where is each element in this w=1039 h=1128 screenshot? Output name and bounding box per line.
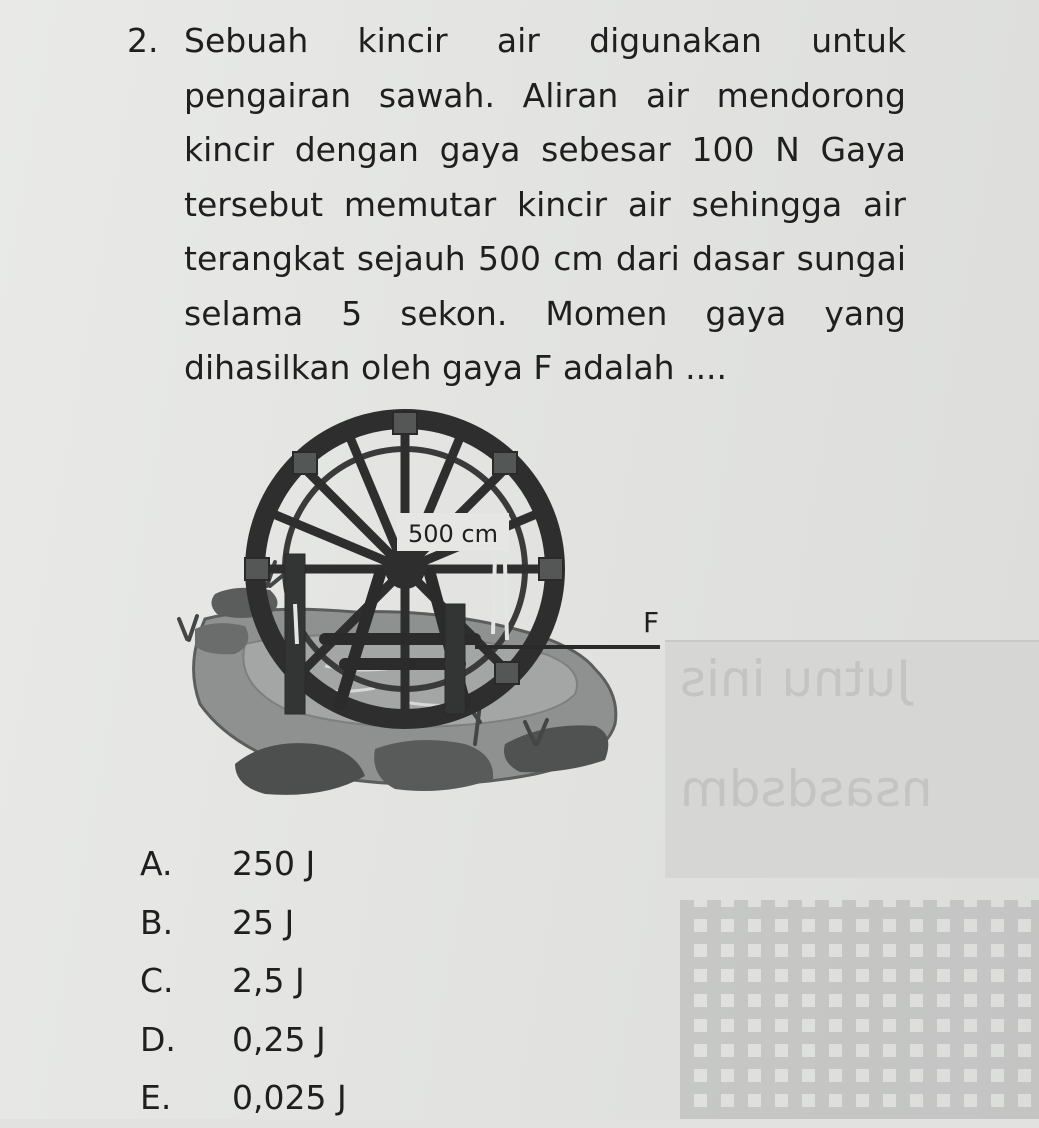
option-value: 0,025 J <box>232 1078 347 1117</box>
option-letter: A. <box>140 844 173 883</box>
bleed-through-text: Jutnu inis <box>680 650 911 708</box>
answer-options <box>140 835 347 1128</box>
rock <box>195 623 248 654</box>
question-line: Sebuah kincir air digunakan untuk <box>184 21 906 60</box>
option-value: 250 J <box>232 844 316 883</box>
question-line: selama 5 sekon. Momen gaya yang <box>184 293 906 333</box>
question-line: dihasilkan oleh gaya F adalah .... <box>184 348 728 387</box>
option-value: 0,25 J <box>232 1019 326 1059</box>
question-number: 2. <box>127 21 159 60</box>
option-letter: C. <box>140 961 174 1000</box>
answer-option[interactable] <box>140 1011 347 1070</box>
distance-label: 500 cm <box>407 520 499 548</box>
option-letter: E. <box>140 1078 172 1117</box>
answer-option[interactable] <box>140 835 347 894</box>
bleed-through-qr-code <box>680 900 1039 1119</box>
option-letter: B. <box>140 902 174 942</box>
question-line: pengairan sawah. Aliran air mendorong <box>184 75 906 115</box>
question-line: tersebut memutar kincir air sehingga air <box>184 184 906 224</box>
force-label: F <box>642 606 660 639</box>
bleed-through-text: nsasdsdm <box>680 760 933 818</box>
question-line: terangkat sejauh 500 cm dari dasar sungai <box>184 239 906 278</box>
answer-option[interactable] <box>140 952 347 1011</box>
option-value: 25 J <box>232 902 295 942</box>
option-value: 2,5 J <box>232 961 305 1000</box>
answer-option[interactable] <box>140 894 347 953</box>
question-text <box>184 14 906 396</box>
question-line: kincir dengan gaya sebesar 100 N Gaya <box>184 130 906 169</box>
water-wheel-illustration <box>175 404 675 814</box>
option-letter: D. <box>140 1019 176 1059</box>
